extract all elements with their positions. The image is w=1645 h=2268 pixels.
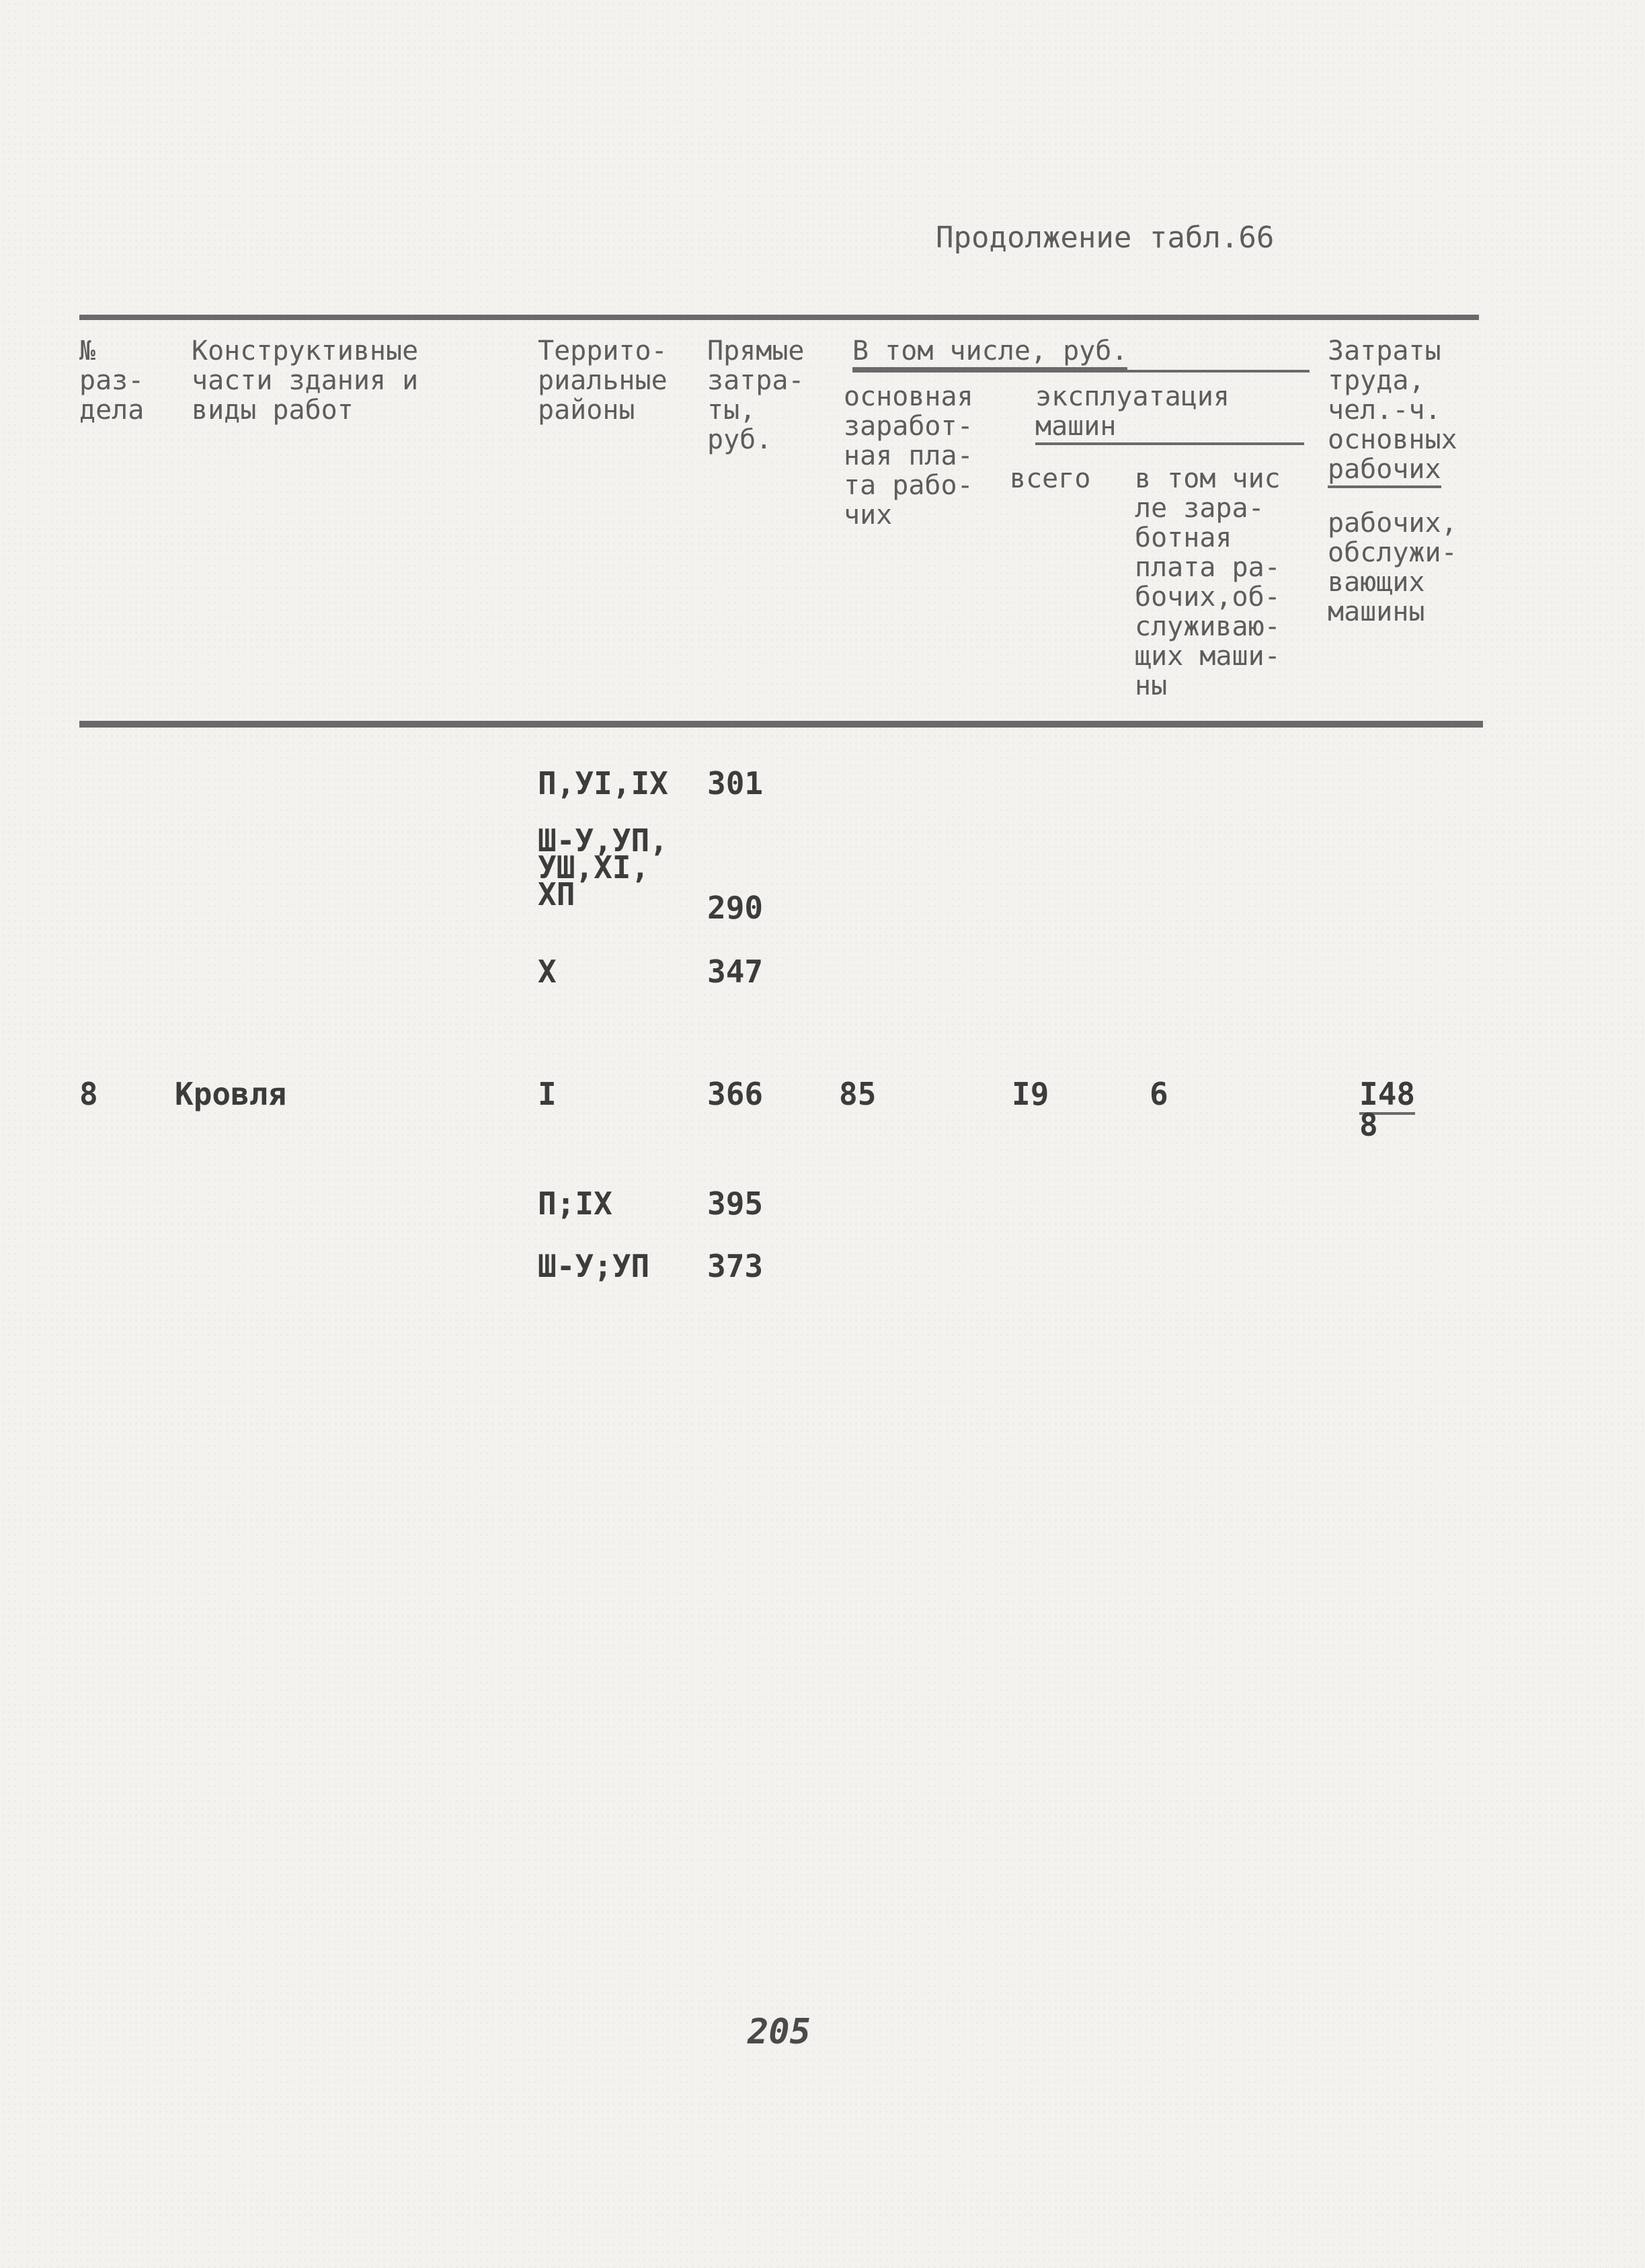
row-region: Ш-У,УП, УШ,XI, XП (538, 822, 668, 912)
row-labor-machines: 8 (1359, 1107, 1378, 1143)
row-section-number: 8 (79, 1076, 98, 1112)
header-labor-machines: рабочих, обслужи- вающих машины (1328, 508, 1457, 627)
row-region: П;IX (538, 1185, 612, 1222)
header-structural-parts: Конструктивные части здания и виды работ (192, 336, 419, 426)
header-bottom-rule (79, 721, 1483, 728)
row-direct-cost: 290 (707, 890, 764, 926)
header-machines-rule (1035, 442, 1304, 445)
row-direct-cost: 373 (707, 1248, 764, 1284)
row-machines-total: I9 (1012, 1076, 1049, 1112)
row-machine-wage: 6 (1150, 1076, 1168, 1112)
row-region: X (538, 953, 557, 990)
header-machine-wage: в том чис ле зара- ботная плата ра- бочих,об- служиваю- щих маши- ны (1135, 463, 1281, 701)
header-territorial-regions: Террито- риальные районы (538, 336, 668, 426)
header-labor-costs: Затраты труда, чел.-ч. основных (1328, 336, 1457, 455)
row-labor-basic: I48 (1359, 1077, 1415, 1115)
header-machine-operation: эксплуатация машин (1035, 381, 1230, 442)
row-region: П,УI,IX (538, 765, 668, 801)
table-caption: Продолжение табл.66 (936, 221, 1275, 255)
header-section-number: № раз- дела (79, 336, 145, 426)
header-top-rule (79, 315, 1479, 320)
row-direct-cost: 366 (707, 1076, 764, 1112)
row-structural-part: Кровля (175, 1076, 287, 1112)
header-basic-wage: основная заработ- ная пла- та рабо- чих (844, 381, 973, 531)
row-region: I (538, 1076, 557, 1112)
header-labor-basic: рабочих (1328, 455, 1441, 488)
header-machines-total: всего (1010, 463, 1091, 494)
row-direct-cost: 347 (707, 953, 764, 990)
row-direct-cost: 395 (707, 1185, 764, 1222)
page-number: 205 (748, 2012, 811, 2052)
header-including: В том числе, руб. (852, 336, 1127, 370)
header-direct-costs: Прямые затра- ты, руб. (707, 336, 805, 455)
row-direct-cost: 301 (707, 765, 764, 801)
header-including-rule (852, 370, 1310, 373)
row-region: Ш-У;УП (538, 1248, 650, 1284)
row-basic-wage: 85 (839, 1076, 877, 1112)
